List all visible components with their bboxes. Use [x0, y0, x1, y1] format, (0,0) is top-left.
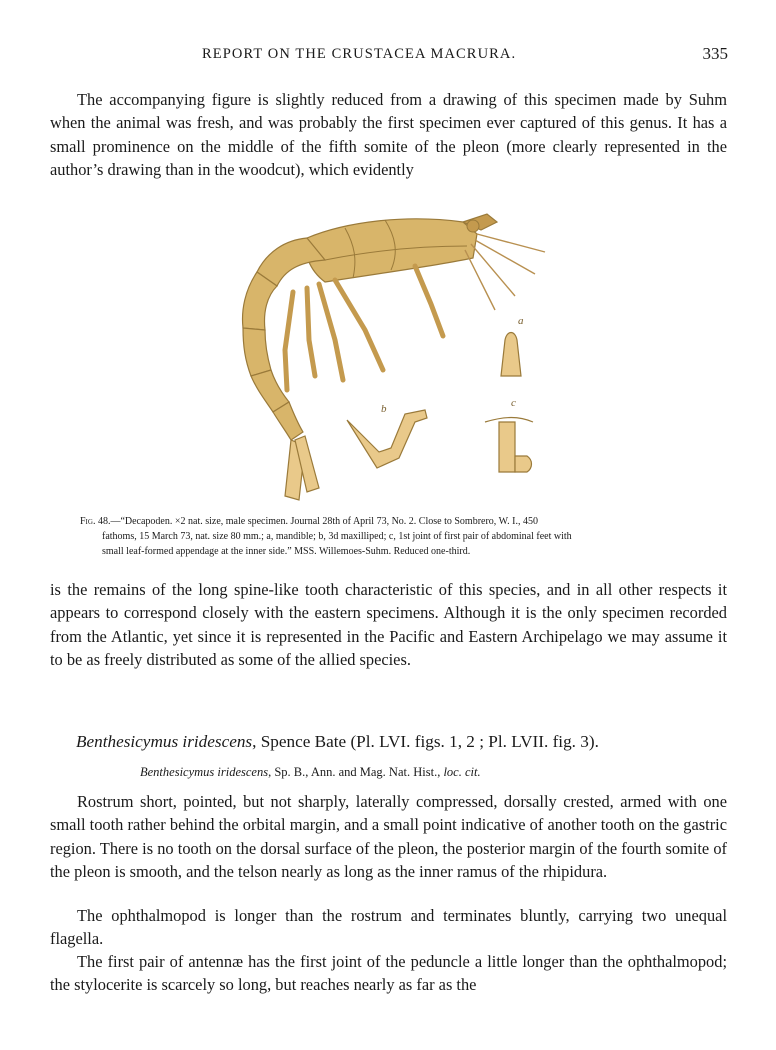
paragraph-ophthalmopod: The ophthalmopod is longer than the rostrum and terminates bluntly, carrying two unequal flagella. — [50, 906, 727, 949]
appendage-a — [501, 315, 524, 376]
citation-text: , Sp. B., Ann. and Mag. Nat. Hist., — [268, 765, 444, 779]
walking-legs — [285, 266, 443, 390]
citation-name: Benthesicymus iridescens — [140, 765, 269, 779]
caption-line-1: —“Decapoden. ×2 nat. size, male specimen. Journal 28th of April 73, No. 2. Close to Sombrero, W. I., 450 — [110, 516, 538, 527]
paragraph-intro: The accompanying figure is slightly reduced from a drawing of this specimen made by Suhm when the animal was fresh, and was probably the first specimen ever captured of this genus. It has a small prominence on the middle of the fifth somite of the pleon (more clearly represented in the author’s drawing than in the woodcut), which evidently — [50, 90, 727, 180]
paragraph-antennae: The first pair of antennæ has the first joint of the peduncle a little longer than the ophthalmopod; the stylocerite is scarcely so long, but reaches nearly as far as the — [50, 952, 727, 995]
shrimp-drawing — [215, 200, 560, 505]
citation-loc: loc. cit. — [443, 765, 481, 779]
figure-caption — [80, 514, 698, 559]
species-heading — [76, 731, 736, 753]
label-a: a — [518, 315, 524, 327]
label-c: c — [511, 397, 516, 409]
page-number: 335 — [702, 44, 728, 63]
caption-line-2: fathoms, 15 March 73, nat. size 80 mm.; a, mandible; b, 3d maxilliped; c, 1st joint of first pair of abdominal feet with — [102, 531, 572, 542]
label-b: b — [381, 403, 387, 415]
carapace — [306, 219, 477, 282]
antennae — [465, 234, 545, 310]
appendage-b — [347, 403, 427, 468]
paragraph-rostrum: Rostrum short, pointed, but not sharply, laterally compressed, dorsally crested, armed with one small tooth rather behind the orbital margin, and a small point indicative of another tooth on the gastric region. There is no tooth on the dorsal surface of the pleon, the posterior margin of the fourth somite of the pleon is smooth, and the telson nearly as long as the inner ramus of the rhipidura. — [50, 792, 727, 882]
pleon-segment — [243, 328, 271, 376]
eye — [467, 220, 479, 232]
paragraph-continuation: is the remains of the long spine-like tooth characteristic of this species, and in all other respects it appears to correspond closely with the eastern specimens. Although it is the only specimen recorded from the Atlantic, yet since it is represented in the Pacific and Eastern Archipelago we may assume it to be as freely distributed as some of the allied species. — [50, 580, 727, 670]
caption-line-3: small leaf-formed appendage at the inner side.” MSS. Willemoes-Suhm. Reduced one-third. — [102, 546, 471, 557]
shrimp-illustration — [215, 200, 560, 505]
species-authority: , Spence Bate (Pl. LVI. figs. 1, 2 ; Pl. LVII. fig. 3). — [252, 732, 599, 751]
species-name: Benthesicymus iridescens — [76, 732, 253, 751]
figure-label: Fig. 48. — [80, 516, 111, 527]
synonymy-citation — [140, 764, 660, 780]
running-header — [50, 44, 728, 68]
appendage-c — [485, 397, 533, 472]
running-title: REPORT ON THE CRUSTACEA MACRURA. — [202, 46, 517, 62]
